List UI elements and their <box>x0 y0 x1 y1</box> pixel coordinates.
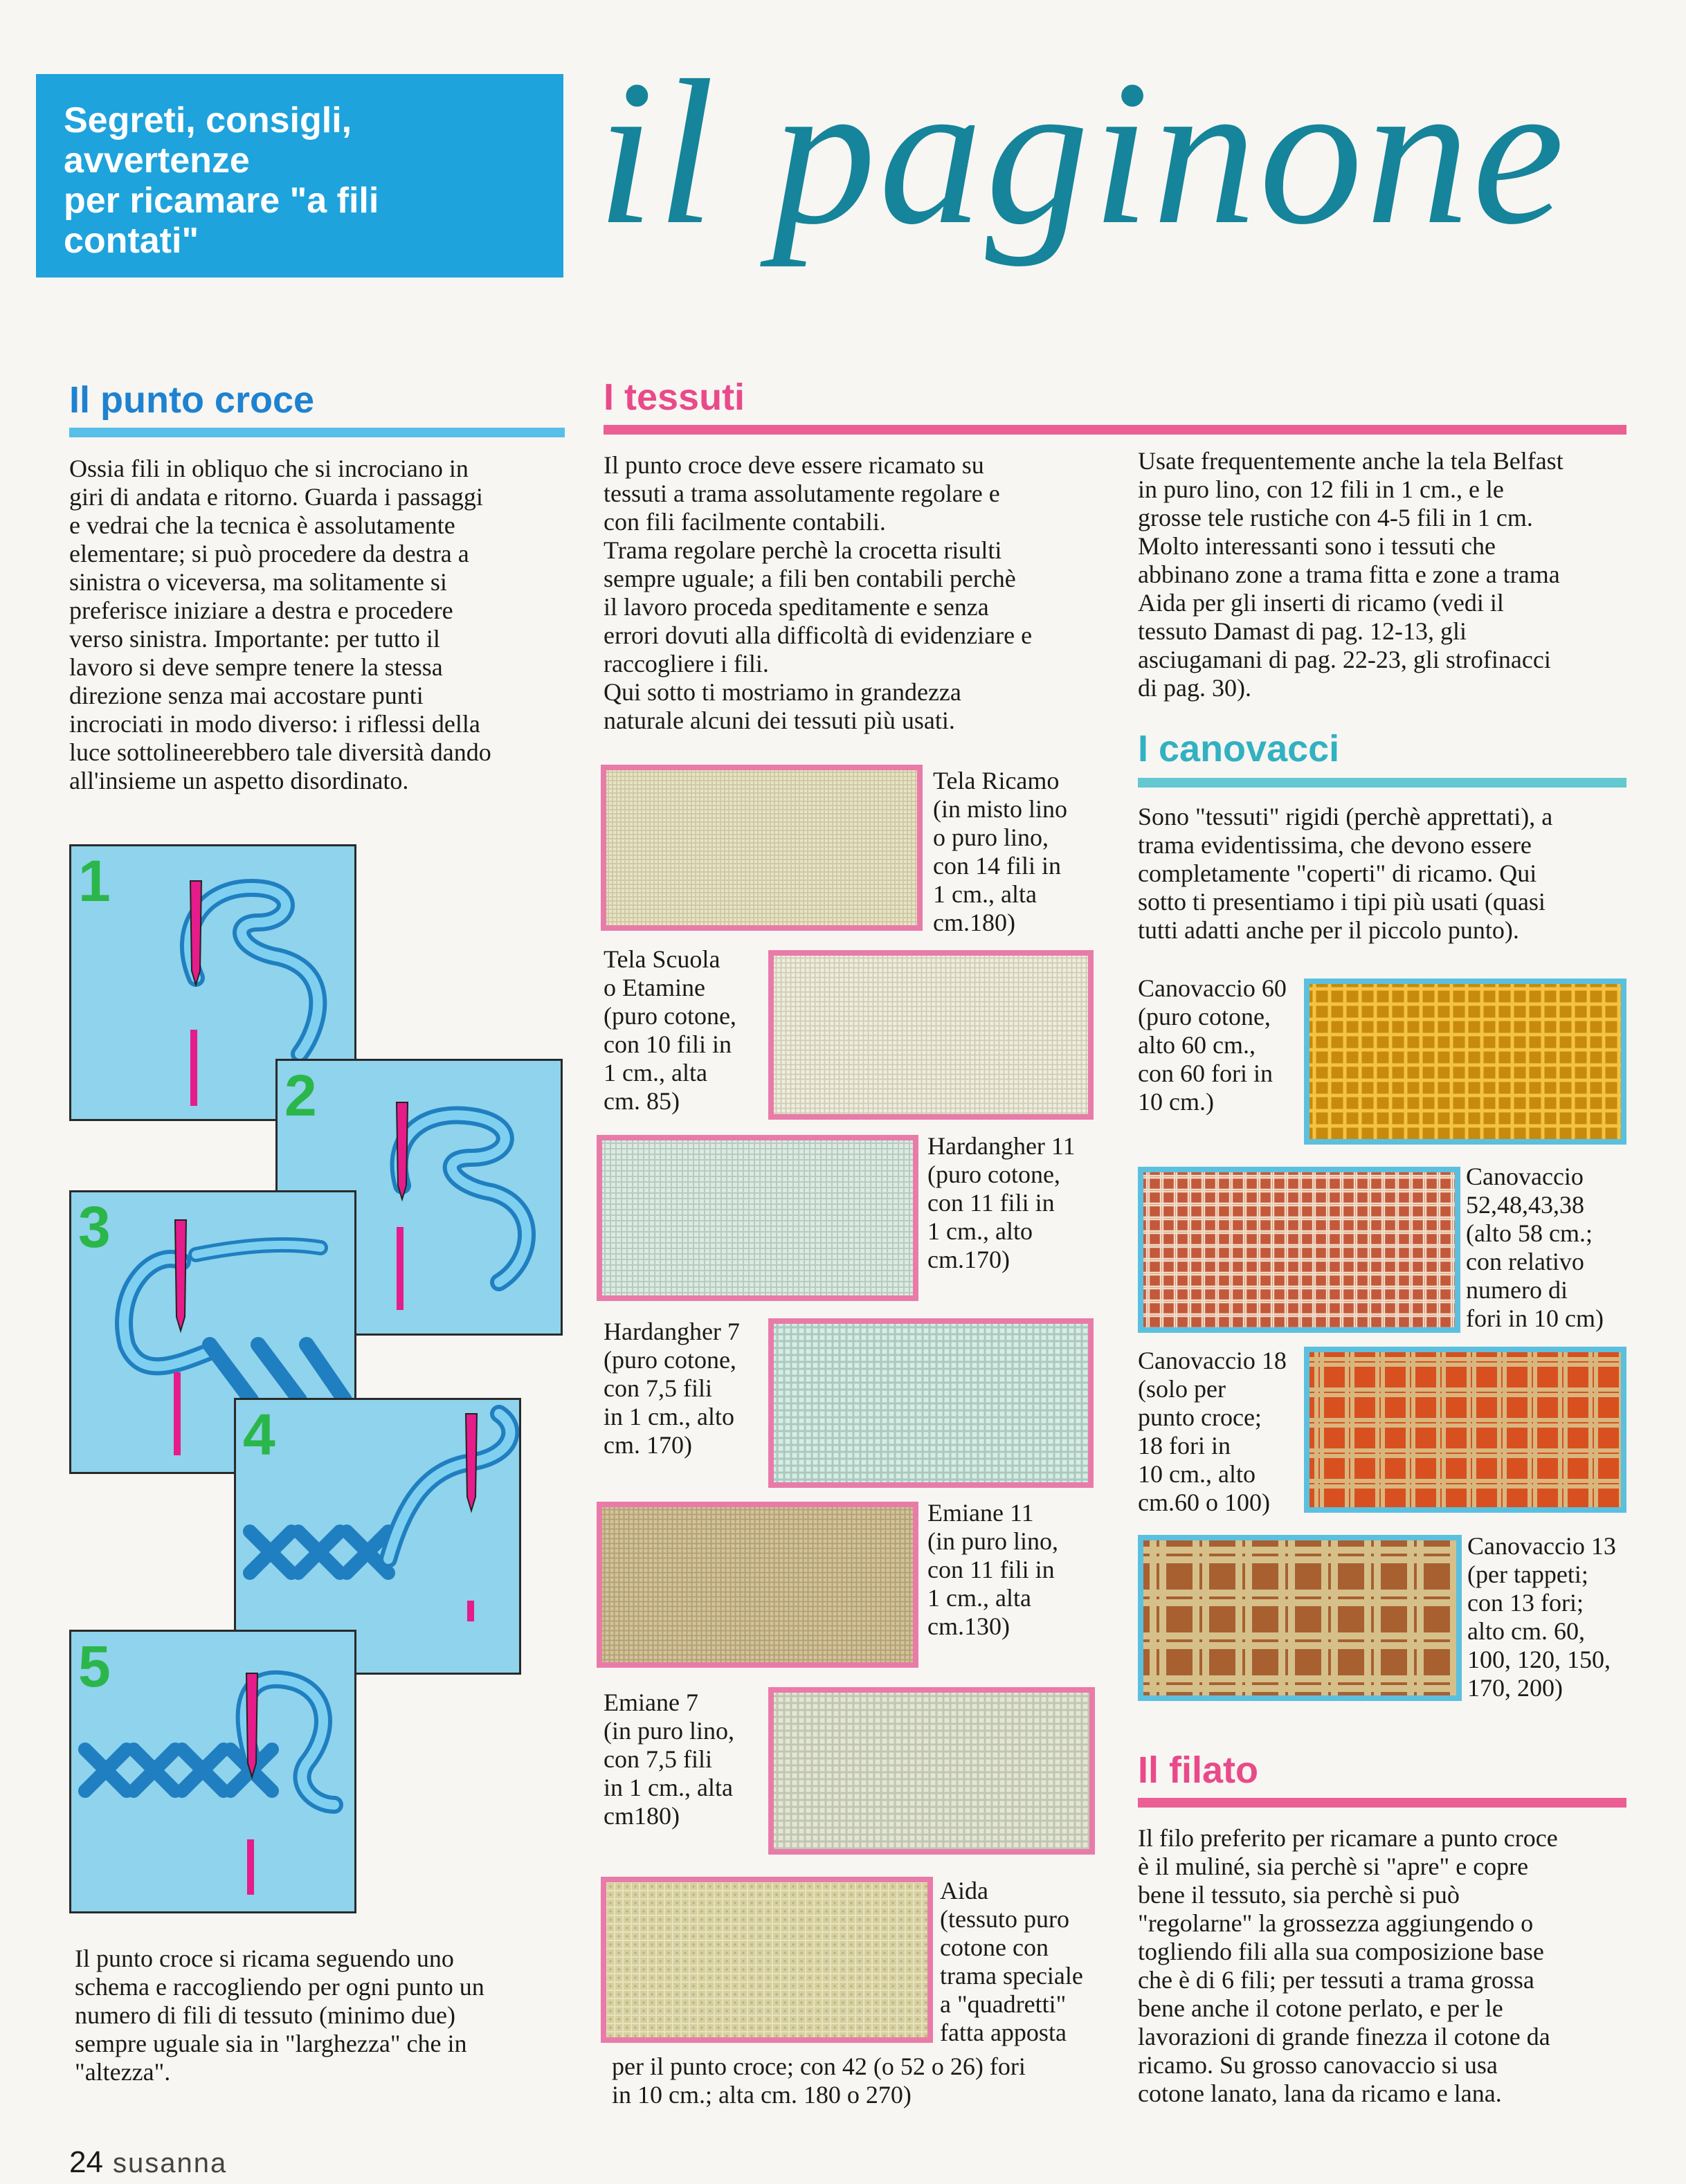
header-box <box>36 74 563 277</box>
text-line: in 1 cm., alta <box>604 1774 733 1801</box>
fabric-label-aida <box>940 1877 1120 2047</box>
text-line: Canovaccio 60 <box>1138 974 1287 1002</box>
text-line: con 11 fili in <box>927 1189 1055 1217</box>
text-line: incrociati in modo diverso: i riflessi della <box>69 710 480 738</box>
tessuti-intro <box>604 451 1116 735</box>
text-line: Emiane 7 <box>604 1689 698 1716</box>
text-line: sempre uguale sia in "larghezza" che in <box>75 2030 467 2057</box>
magazine-brand: susanna <box>112 2148 228 2178</box>
text-line: cm.60 o 100) <box>1138 1489 1270 1516</box>
step-number: 3 <box>78 1194 111 1259</box>
text-line: Canovaccio 18 <box>1138 1347 1287 1374</box>
text-line: fori in 10 cm) <box>1466 1304 1604 1332</box>
fabric-label-emiane-11 <box>927 1499 1114 1641</box>
text-line: (per tappeti; <box>1467 1560 1588 1588</box>
canvas-swatch-52 <box>1138 1167 1460 1333</box>
text-line: cm. 85) <box>604 1087 680 1115</box>
text-line: togliendo fili alla sua composizione base <box>1138 1938 1544 1965</box>
text-line: punto croce; <box>1138 1403 1262 1431</box>
text-line: 1 cm., alta <box>927 1584 1031 1612</box>
text-line: errori dovuti alla difficoltà di evidenziare e <box>604 621 1033 649</box>
text-line: Molto interessanti sono i tessuti che <box>1138 532 1496 560</box>
text-line: "regolarne" la grossezza aggiungendo o <box>1138 1909 1534 1937</box>
text-line: con fili facilmente contabili. <box>604 508 886 536</box>
text-line: alto 60 cm., <box>1138 1031 1256 1059</box>
text-line: (solo per <box>1138 1375 1226 1403</box>
canvas-swatch-60 <box>1304 979 1626 1145</box>
text-line: per il punto croce; con 42 (o 52 o 26) fori <box>612 2053 1026 2080</box>
step-number: 2 <box>284 1063 317 1128</box>
text-line: tessuto Damast di pag. 12-13, gli <box>1138 617 1467 645</box>
section-rule <box>1138 1798 1626 1808</box>
text-line: (puro cotone, <box>604 1002 736 1030</box>
text-line: Il punto croce si ricama seguendo uno <box>75 1945 454 1972</box>
text-line: (alto 58 cm.; <box>1466 1219 1593 1247</box>
text-line: abbinano zone a trama fitta e zone a trama <box>1138 561 1560 588</box>
text-line: che è di 6 fili; per tessuti a trama grossa <box>1138 1966 1534 1994</box>
text-line: il lavoro proceda speditamente e senza <box>604 593 989 621</box>
text-line: con 60 fori in <box>1138 1059 1273 1087</box>
text-line: completamente "coperti" di ricamo. Qui <box>1138 859 1537 887</box>
text-line: (puro cotone, <box>604 1346 736 1374</box>
section-title-filato: Il filato <box>1138 1749 1258 1791</box>
fabric-swatch-tela-scuola <box>768 950 1094 1120</box>
text-line: con 7,5 fili <box>604 1745 712 1773</box>
text-line: (in puro lino, <box>604 1717 734 1745</box>
text-line: Ossia fili in obliquo che si incrociano in <box>69 455 469 482</box>
fabric-swatch-tela-ricamo <box>601 765 923 931</box>
text-line: trama speciale <box>940 1962 1083 1990</box>
canovacci-intro <box>1138 803 1636 945</box>
text-line: Canovaccio <box>1466 1163 1584 1190</box>
page-footer <box>69 2145 227 2181</box>
fabric-swatch-emiane-7 <box>768 1687 1095 1855</box>
text-line: 1 cm., alta <box>604 1059 707 1086</box>
text-line: alto cm. 60, <box>1467 1617 1585 1645</box>
header-line: Segreti, consigli, <box>64 100 352 140</box>
text-line: verso sinistra. Importante: per tutto il <box>69 625 440 653</box>
fabric-swatch-hardangher-11 <box>597 1135 918 1301</box>
text-line: preferisce iniziare a destra e procedere <box>69 597 453 624</box>
fabric-swatch-emiane-11 <box>597 1502 918 1668</box>
text-line: cm.170) <box>927 1246 1010 1273</box>
step-number: 5 <box>78 1634 111 1699</box>
text-line: Hardangher 11 <box>927 1132 1076 1160</box>
text-line: 1 cm., alta <box>933 880 1037 908</box>
belfast-body <box>1138 447 1636 702</box>
canvas-label-13 <box>1467 1532 1640 1702</box>
fabric-label-emiane-7 <box>604 1689 770 1830</box>
canvas-label-60 <box>1138 974 1311 1116</box>
text-line: asciugamani di pag. 22-23, gli strofinacci <box>1138 646 1551 673</box>
text-line: (in misto lino <box>933 795 1068 823</box>
text-line: numero di <box>1466 1276 1568 1304</box>
text-line: 170, 200) <box>1467 1674 1563 1702</box>
text-line: fatta apposta <box>940 2019 1067 2046</box>
canvas-swatch-18 <box>1304 1347 1626 1513</box>
header-line: contati" <box>64 221 199 261</box>
text-line: bene il tessuto, sia perchè si può <box>1138 1881 1460 1909</box>
header-line: per ricamare "a fili <box>64 181 379 221</box>
text-line: all'insieme un aspetto disordinato. <box>69 767 409 794</box>
text-line: 10 cm., alto <box>1138 1460 1256 1488</box>
fabric-label-tela-ricamo <box>933 767 1113 937</box>
text-line: a "quadretti" <box>940 1990 1067 2018</box>
text-line: cotone con <box>940 1933 1049 1961</box>
page-title: il paginone <box>597 37 1568 267</box>
text-line: 1 cm., alto <box>927 1217 1033 1245</box>
text-line: 52,48,43,38 <box>1466 1191 1584 1219</box>
canvas-label-18 <box>1138 1347 1311 1517</box>
fabric-label-hardangher-7 <box>604 1318 770 1459</box>
text-line: 10 cm.) <box>1138 1088 1214 1116</box>
filato-body <box>1138 1824 1636 2108</box>
text-line: Il filo preferito per ricamare a punto croce <box>1138 1824 1558 1852</box>
text-line: Tela Ricamo <box>933 767 1060 794</box>
text-line: ricamo. Su grosso canovaccio si usa <box>1138 2051 1498 2079</box>
text-line: luce sottolineerebbero tale diversità dando <box>69 738 491 766</box>
text-line: tutti adatti anche per il piccolo punto). <box>1138 916 1519 944</box>
text-line: Aida per gli inserti di ricamo (vedi il <box>1138 589 1504 617</box>
step-number: 4 <box>243 1402 275 1467</box>
fabric-swatch-aida <box>601 1877 933 2043</box>
step-number: 1 <box>78 848 111 913</box>
text-line: Qui sotto ti mostriamo in grandezza <box>604 678 961 706</box>
text-line: (puro cotone, <box>927 1161 1060 1188</box>
text-line: con 13 fori; <box>1467 1589 1584 1617</box>
text-line: Il punto croce deve essere ricamato su <box>604 451 984 479</box>
needle-thread-icon <box>71 1632 356 1913</box>
text-line: di pag. 30). <box>1138 674 1251 702</box>
text-line: 18 fori in <box>1138 1432 1231 1459</box>
text-line: Usate frequentemente anche la tela Belfast <box>1138 447 1563 475</box>
text-line: numero di fili di tessuto (minimo due) <box>75 2001 455 2029</box>
punto-croce-body <box>69 455 568 795</box>
header-line: avvertenze <box>64 140 250 181</box>
section-title-tessuti: I tessuti <box>604 376 745 418</box>
text-line: Emiane 11 <box>927 1499 1034 1527</box>
text-line: (puro cotone, <box>1138 1003 1271 1030</box>
fabric-swatch-hardangher-7 <box>768 1318 1094 1488</box>
text-line: con 14 fili in <box>933 852 1061 880</box>
step-5-illustration <box>69 1630 356 1913</box>
text-line: con 10 fili in <box>604 1030 732 1058</box>
text-line: in puro lino, con 12 fili in 1 cm., e le <box>1138 475 1504 503</box>
text-line: Hardangher 7 <box>604 1318 740 1345</box>
fabric-label-aida-tail <box>612 2053 1124 2109</box>
text-line: e vedrai che la tecnica è assolutamente <box>69 511 455 539</box>
text-line: in 1 cm., alto <box>604 1403 734 1430</box>
text-line: cm180) <box>604 1802 680 1830</box>
text-line: sempre uguale; a fili ben contabili perchè <box>604 565 1016 592</box>
text-line: cm.130) <box>927 1612 1010 1640</box>
text-line: 100, 120, 150, <box>1467 1646 1611 1673</box>
text-line: trama evidentissima, che devono essere <box>1138 831 1532 859</box>
text-line: in 10 cm.; alta cm. 180 o 270) <box>612 2081 912 2109</box>
text-line: naturale alcuni dei tessuti più usati. <box>604 707 955 734</box>
text-line: schema e raccogliendo per ogni punto un <box>75 1973 484 2001</box>
text-line: o Etamine <box>604 974 705 1001</box>
text-line: elementare; si può procedere da destra a <box>69 540 469 567</box>
punto-croce-caption <box>75 1945 573 2086</box>
section-rule <box>1138 778 1626 788</box>
text-line: o puro lino, <box>933 823 1049 851</box>
text-line: lavoro si deve sempre tenere la stessa <box>69 653 443 681</box>
text-line: con 11 fili in <box>927 1556 1055 1583</box>
section-title-punto-croce: Il punto croce <box>69 379 315 421</box>
text-line: (tessuto puro <box>940 1905 1069 1933</box>
text-line: bene anche il cotone perlato, e per le <box>1138 1994 1503 2022</box>
text-line: Aida <box>940 1877 988 1904</box>
text-line: con relativo <box>1466 1248 1584 1275</box>
text-line: Tela Scuola <box>604 945 720 973</box>
text-line: Canovaccio 13 <box>1467 1532 1616 1560</box>
text-line: raccogliere i fili. <box>604 650 769 677</box>
fabric-label-hardangher-11 <box>927 1132 1114 1274</box>
text-line: Sono "tessuti" rigidi (perchè apprettati), a <box>1138 803 1553 830</box>
text-line: "altezza". <box>75 2058 171 2086</box>
text-line: giri di andata e ritorno. Guarda i passaggi <box>69 483 483 511</box>
text-line: cm.180) <box>933 909 1015 936</box>
section-rule <box>604 425 1626 435</box>
page-number: 24 <box>69 2145 103 2179</box>
text-line: con 7,5 fili <box>604 1374 712 1402</box>
section-rule <box>69 428 565 437</box>
text-line: sinistra o viceversa, ma solitamente si <box>69 568 447 596</box>
text-line: (in puro lino, <box>927 1527 1058 1555</box>
text-line: è il muliné, sia perchè si "apre" e copre <box>1138 1853 1529 1880</box>
text-line: tessuti a trama assolutamente regolare e <box>604 480 1000 507</box>
text-line: direzione senza mai accostare punti <box>69 682 424 709</box>
text-line: cm. 170) <box>604 1431 692 1459</box>
text-line: sotto ti presentiamo i tipi più usati (quasi <box>1138 888 1546 916</box>
canvas-swatch-13 <box>1138 1535 1462 1701</box>
canvas-label-52 <box>1466 1163 1639 1333</box>
text-line: Trama regolare perchè la crocetta risulti <box>604 536 1002 564</box>
text-line: lavorazioni di grande finezza il cotone da <box>1138 2023 1550 2050</box>
text-line: cotone lanato, lana da ricamo e lana. <box>1138 2080 1502 2107</box>
section-title-canovacci: I canovacci <box>1138 728 1340 770</box>
fabric-label-tela-scuola <box>604 945 770 1116</box>
text-line: grosse tele rustiche con 4-5 fili in 1 cm. <box>1138 504 1533 531</box>
